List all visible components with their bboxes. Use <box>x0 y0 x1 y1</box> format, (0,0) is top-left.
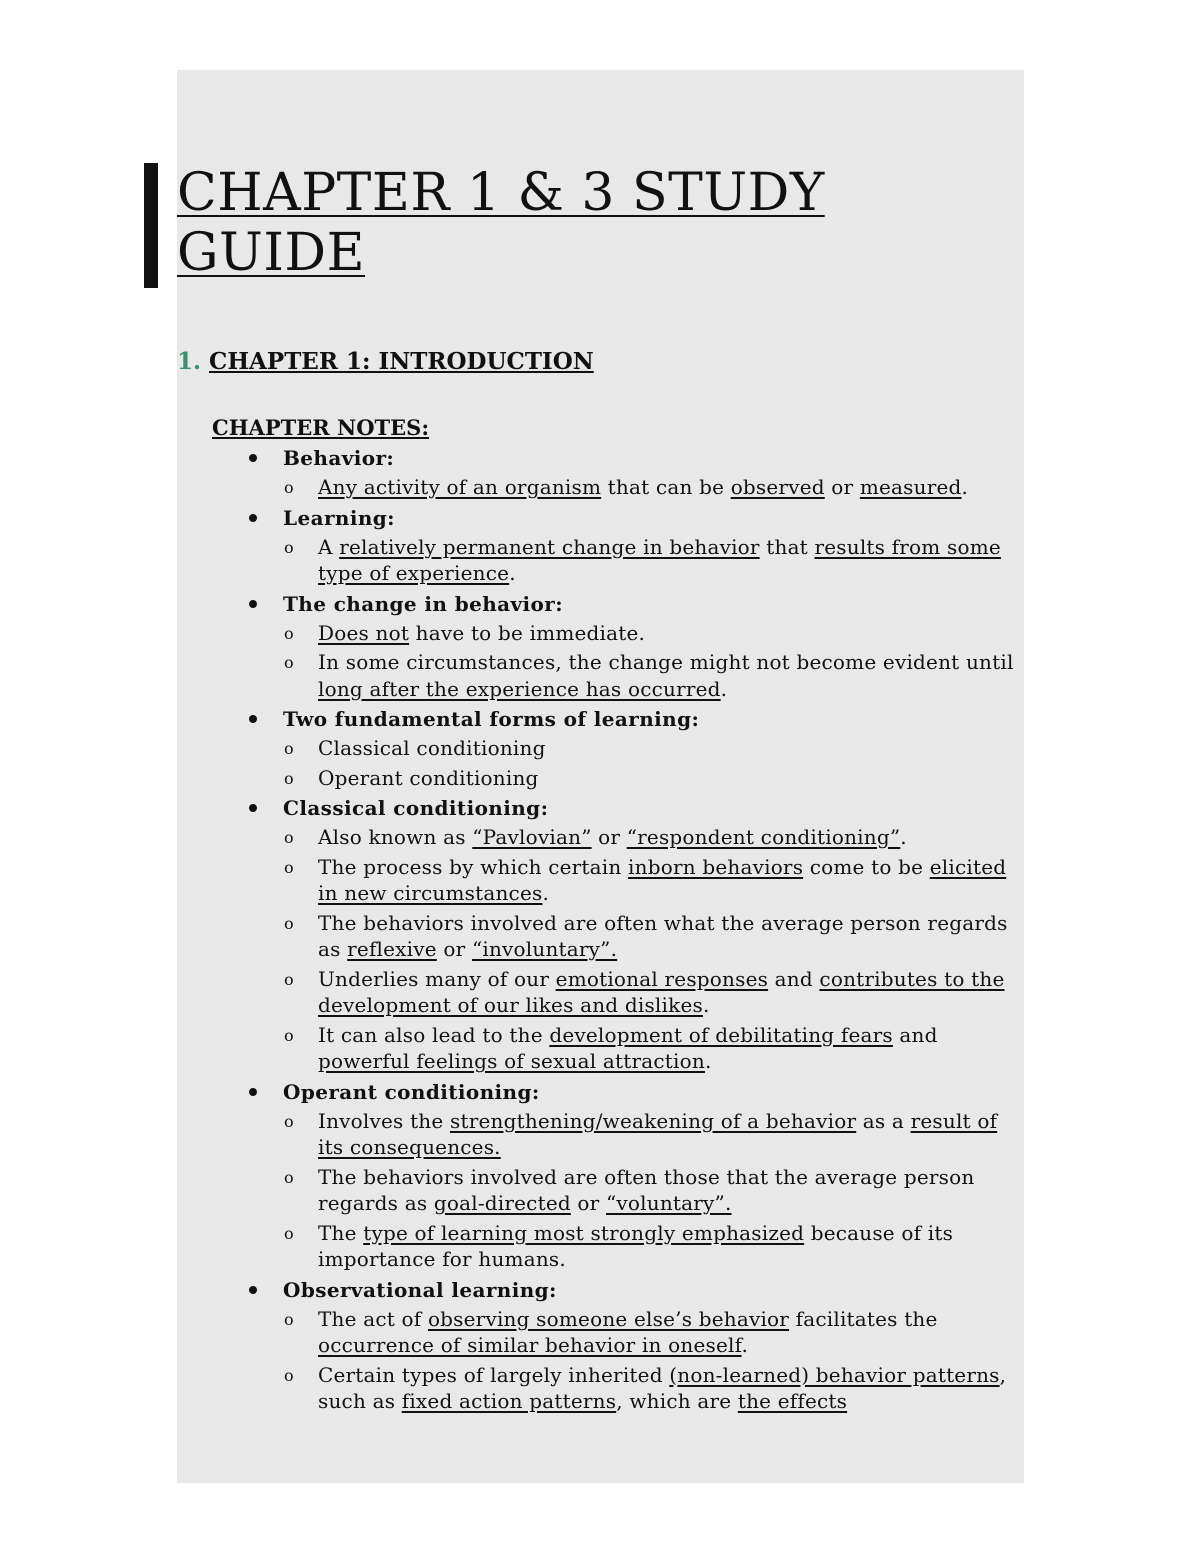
text-segment: The behaviors involved are often those that the average person regards as <box>318 1164 975 1215</box>
underlined-text: powerful feelings of sexual attraction <box>318 1049 705 1073</box>
sub-bullet-circle-icon: o <box>284 653 294 672</box>
underlined-text: “involuntary”. <box>471 937 618 961</box>
bullet-dot-icon <box>249 600 257 608</box>
section-title: CHAPTER 1: INTRODUCTION <box>209 348 594 375</box>
text-segment: The <box>318 1220 364 1245</box>
sub-bullet-circle-icon: o <box>284 1025 294 1045</box>
text-segment: have to be immediate. <box>409 620 646 645</box>
underlined-text: development of debilitating fears <box>549 1022 893 1047</box>
sub-bullet-circle-icon: o <box>284 537 294 557</box>
sub-bullet-circle-icon: o <box>284 913 294 933</box>
text-segment: Underlies many of our <box>318 966 556 991</box>
underlined-text: “voluntary”. <box>605 1191 732 1215</box>
text-segment: Operant conditioning <box>318 765 539 790</box>
text-segment: that <box>759 534 815 559</box>
bullet-item <box>245 705 1025 733</box>
text-segment: . <box>542 881 550 905</box>
bullet-label: Operant conditioning: <box>283 1079 540 1104</box>
underlined-text: (non-learned) behavior patterns <box>669 1362 1000 1387</box>
sub-bullet-item <box>245 1108 1025 1161</box>
sub-bullet-item <box>245 649 1025 702</box>
underlined-text: observed <box>730 475 825 499</box>
sub-bullet-item <box>245 765 1025 792</box>
sub-bullet-item <box>245 1362 1025 1415</box>
bullet-dot-icon <box>249 1286 257 1294</box>
bullet-label: The change in behavior: <box>283 591 563 616</box>
sub-bullet-circle-icon: o <box>284 1167 294 1187</box>
text-segment: In some circumstances, the change might not become evident until <box>318 650 1014 674</box>
text-segment: Certain types of largely inherited <box>318 1362 670 1387</box>
text-segment: and <box>768 966 820 991</box>
bullet-item <box>245 1276 1025 1304</box>
text-segment: . <box>961 475 969 499</box>
sub-bullet-circle-icon: o <box>284 768 294 788</box>
underlined-text: strengthening/weakening of a behavior <box>450 1108 857 1133</box>
bullet-label: Classical conditioning: <box>283 796 549 820</box>
underlined-text: results from some type of experience <box>318 534 1001 585</box>
sub-bullet-circle-icon: o <box>284 1111 294 1131</box>
text-segment: The act of <box>318 1306 428 1331</box>
underlined-text: relatively permanent change in behavior <box>339 534 760 559</box>
text-segment: as a <box>856 1108 911 1133</box>
sub-bullet-circle-icon: o <box>284 478 294 497</box>
text-segment: Involves the <box>318 1108 450 1133</box>
text-segment: It can also lead to the <box>318 1022 550 1047</box>
underlined-text: inborn behaviors <box>628 854 804 879</box>
underlined-text: type of learning most strongly emphasized <box>363 1220 805 1245</box>
sub-bullet-item <box>245 910 1025 963</box>
text-segment: Classical conditioning <box>318 736 546 760</box>
sub-bullet-item <box>245 620 1025 647</box>
sub-bullet-item <box>245 735 1025 762</box>
underlined-text: emotional responses <box>555 966 769 991</box>
title-line-2: GUIDE <box>177 223 366 283</box>
bullet-item <box>245 794 1025 822</box>
sub-bullet-item <box>245 854 1025 907</box>
sub-bullet-circle-icon: o <box>284 969 294 989</box>
sub-bullet-circle-icon: o <box>284 623 294 643</box>
underlined-text: goal-directed <box>433 1191 571 1215</box>
underlined-text: fixed action patterns <box>401 1389 617 1413</box>
sub-bullet-item <box>245 534 1025 587</box>
bullet-dot-icon <box>249 715 257 723</box>
text-segment: . <box>509 561 516 585</box>
section-number: 1. <box>177 348 202 375</box>
text-segment: facilitates the <box>789 1306 938 1331</box>
sub-bullet-circle-icon: o <box>284 857 294 877</box>
document-title <box>177 163 825 283</box>
underlined-text: Any activity of an organism <box>318 475 602 499</box>
text-segment: . <box>720 676 728 701</box>
sub-bullet-circle-icon: o <box>284 1223 294 1243</box>
text-segment: . <box>704 1049 712 1073</box>
text-segment: . <box>702 993 710 1017</box>
text-segment: or <box>591 825 627 849</box>
underlined-text: long after the experience has occurred <box>318 676 721 701</box>
underlined-text: contributes to the development of our likes and dislikes <box>318 966 1005 1017</box>
text-segment: or <box>436 937 472 961</box>
underlined-text: occurrence of similar behavior in oneself <box>318 1333 742 1357</box>
text-segment: or <box>824 475 860 499</box>
text-segment: or <box>570 1191 606 1215</box>
sub-bullet-item <box>245 824 1025 851</box>
bullet-label: Two fundamental forms of learning: <box>283 707 700 731</box>
text-segment: . <box>900 825 907 849</box>
sub-bullet-item <box>245 1306 1025 1359</box>
section-heading <box>177 346 594 378</box>
sub-bullet-item <box>245 1022 1025 1075</box>
notes-heading: CHAPTER NOTES: <box>212 415 430 440</box>
underlined-text: measured <box>859 475 962 499</box>
sub-bullet-item <box>245 474 1025 501</box>
bullet-label: Behavior: <box>283 446 395 470</box>
text-segment: because of its importance for humans. <box>318 1220 954 1271</box>
underlined-text: “respondent conditioning” <box>626 825 901 849</box>
text-segment: , such as <box>318 1362 1007 1413</box>
sub-bullet-item <box>245 966 1025 1019</box>
underlined-text: result of its consequences. <box>318 1108 998 1159</box>
text-segment: . <box>741 1333 749 1357</box>
text-segment: , which are <box>616 1389 738 1413</box>
text-segment: and <box>892 1022 938 1047</box>
sub-bullet-circle-icon: o <box>284 1365 294 1385</box>
sub-bullet-item <box>245 1220 1025 1273</box>
underlined-text: observing someone else’s behavior <box>427 1306 790 1331</box>
text-segment: The behaviors involved are often what the average person regards as <box>318 910 1008 961</box>
underlined-text: “Pavlovian” <box>472 825 592 849</box>
underlined-text: elicited in new circumstances <box>318 854 1007 905</box>
underlined-text: the effects <box>737 1389 848 1413</box>
text-segment: that can be <box>601 475 731 499</box>
bullet-dot-icon <box>249 804 257 812</box>
text-segment: The process by which certain <box>318 854 629 879</box>
bullet-dot-icon <box>249 514 257 522</box>
sub-bullet-item <box>245 1164 1025 1217</box>
bullet-item <box>245 444 1025 472</box>
sub-bullet-circle-icon: o <box>284 1309 294 1329</box>
text-segment: Also known as <box>318 825 473 849</box>
notes-outline <box>245 444 1025 1415</box>
sub-bullet-circle-icon: o <box>284 739 294 758</box>
title-accent-bar <box>144 163 158 288</box>
bullet-label: Learning: <box>283 505 395 530</box>
text-segment: come to be <box>803 854 930 879</box>
bullet-dot-icon <box>249 1088 257 1096</box>
bullet-label: Observational learning: <box>283 1277 557 1302</box>
bullet-dot-icon <box>249 454 257 462</box>
title-line-1: CHAPTER 1 & 3 STUDY <box>177 163 825 223</box>
bullet-item <box>245 590 1025 618</box>
underlined-text: Does not <box>318 620 410 645</box>
text-segment: A <box>318 534 340 559</box>
bullet-item <box>245 1078 1025 1106</box>
underlined-text: reflexive <box>347 937 437 961</box>
bullet-item <box>245 504 1025 532</box>
sub-bullet-circle-icon: o <box>284 828 294 847</box>
